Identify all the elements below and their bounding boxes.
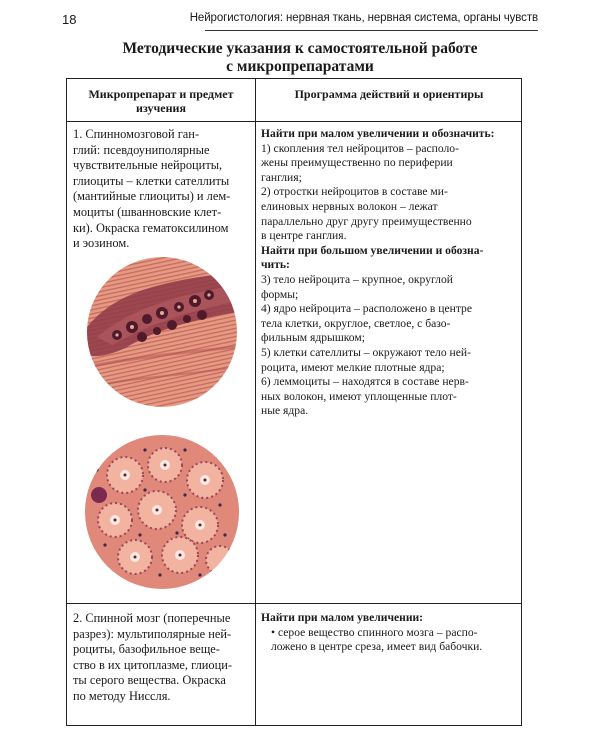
running-title: Нейрогистология: нервная ткань, нервная система, органы чувств bbox=[189, 12, 538, 24]
micrograph-spinal-ganglion-high-mag bbox=[85, 435, 239, 589]
specimen-description-2: 2. Спинной мозг (поперечные разрез): мультиполярные ней- роциты, базофильное веще- ство в их цитоплазме, глиоци- ты серого вещества. Окраска по методу Ниссля. bbox=[73, 611, 232, 703]
row-divider bbox=[67, 603, 521, 604]
micrograph-spinal-ganglion bbox=[87, 257, 237, 407]
column-header-program: Программа действий и ориентиры bbox=[294, 87, 484, 101]
column-divider bbox=[255, 79, 256, 725]
program-instructions-1: Найти при малом увеличении и обозначить: 1) скопления тел нейроцитов – располо- жены преимущественно по периферии ганглия; 2) отростки нейроцитов в составе ми- елиновых нервных волокон – лежат параллельно друг другу преимущественно в центре ганглия. Найти при большом увеличении и обозна- чить: 3) тело нейроцита – крупное, округлой формы; 4) ядро нейроцита – расположено в центре тела клетки, округлое, светлое, с базо- фильным ядрышком; 5) клетки сателлиты – окружают тело ней- роцита, имеют мелкие плотные ядра; 6) леммоциты – находятся в составе нерв- ных волокон, имеют уплощенные плот- ные ядра. bbox=[261, 127, 495, 418]
section-title-line-1: Методические указания к самостоятельной работе bbox=[122, 40, 478, 57]
page-number: 18 bbox=[62, 12, 77, 27]
bullet-list bbox=[261, 626, 519, 655]
section-title bbox=[60, 40, 540, 76]
header-rule bbox=[205, 30, 538, 31]
program-instructions-2: Найти при малом увеличении: • серое вещество спинного мозга – распо- ложено в центре среза, имеет вид бабочки. bbox=[261, 611, 519, 655]
instructions-table bbox=[66, 78, 522, 726]
specimen-description-1: 1. Спинномозговой ган- глий: псевдоуниполярные чувствительные нейроциты, глиоциты – клетки сателлиты (мантийные глиоциты) и лем- моциты (шванновские клет- ки). Окраска гематоксилином и эозином. bbox=[73, 127, 231, 251]
list-item: • серое вещество спинного мозга – распо- ложено в центре среза, имеет вид бабочки. bbox=[271, 626, 519, 655]
running-head bbox=[62, 12, 538, 30]
section-title-line-2: с микропрепаратами bbox=[226, 58, 374, 75]
column-header-specimen: Микропрепарат и предмет изучения bbox=[88, 87, 234, 115]
header-row-divider bbox=[67, 121, 521, 122]
